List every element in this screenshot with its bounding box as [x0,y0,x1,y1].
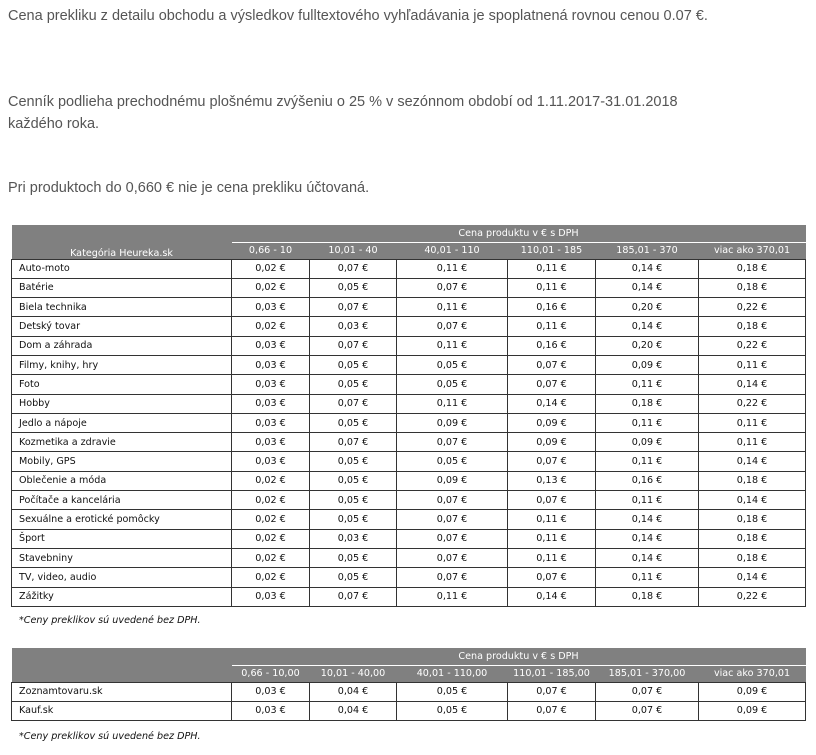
price-cell: 0,05 € [310,355,397,374]
price-cell: 0,02 € [232,568,310,587]
price-cell: 0,05 € [397,701,508,720]
price-cell: 0,07 € [397,568,508,587]
price-range-header: 185,01 - 370 [596,242,699,259]
table-row [12,452,806,471]
price-cell: 0,20 € [596,298,699,317]
price-cell: 0,20 € [596,336,699,355]
price-cell: 0,07 € [397,510,508,529]
price-cell: 0,07 € [310,298,397,317]
price-cell: 0,14 € [596,529,699,548]
table-row [12,529,806,548]
heureka-category-price-table [11,225,806,607]
price-cell: 0,22 € [699,587,806,606]
row-label: Oblečenie a móda [12,471,232,490]
price-cell: 0,03 € [232,375,310,394]
table-row [12,587,806,606]
price-cell: 0,07 € [397,491,508,510]
site-column-header [12,648,232,682]
price-cell: 0,14 € [596,548,699,567]
price-cell: 0,14 € [596,510,699,529]
price-cell: 0,11 € [397,298,508,317]
price-cell: 0,05 € [310,471,397,490]
price-cell: 0,07 € [508,355,596,374]
price-cell: 0,04 € [310,701,397,720]
price-cell: 0,16 € [508,336,596,355]
intro-paragraph-click-price: Cena prekliku z detailu obchodu a výsledkov fulltextového vyhľadávania je spoplatnená rovnou cenou 0.07 €. [8,8,708,24]
row-label: Foto [12,375,232,394]
price-group-header: Cena produktu v € s DPH [232,225,806,242]
price-cell: 0,02 € [232,471,310,490]
price-cell: 0,03 € [232,355,310,374]
row-label: Dom a záhrada [12,336,232,355]
price-cell: 0,03 € [310,529,397,548]
row-label: Stavebniny [12,548,232,567]
price-cell: 0,16 € [596,471,699,490]
price-cell: 0,18 € [596,587,699,606]
row-label: TV, video, audio [12,568,232,587]
price-cell: 0,09 € [508,413,596,432]
price-cell: 0,07 € [397,317,508,336]
table-row [12,278,806,297]
price-cell: 0,03 € [232,394,310,413]
price-cell: 0,14 € [508,587,596,606]
price-cell: 0,18 € [699,259,806,278]
price-cell: 0,14 € [699,491,806,510]
price-cell: 0,18 € [699,548,806,567]
price-cell: 0,11 € [397,587,508,606]
price-cell: 0,14 € [596,259,699,278]
intro-paragraph-free-threshold: Pri produktoch do 0,660 € nie je cena prekliku účtovaná. [8,180,370,196]
price-cell: 0,22 € [699,394,806,413]
row-label: Kozmetika a zdravie [12,433,232,452]
price-cell: 0,02 € [232,317,310,336]
price-range-header: 40,01 - 110 [397,242,508,259]
table-row [12,701,806,720]
price-cell: 0,07 € [508,375,596,394]
row-label: Zážitky [12,587,232,606]
row-label: Kauf.sk [12,701,232,720]
table-row [12,317,806,336]
price-cell: 0,14 € [508,394,596,413]
price-range-header: viac ako 370,01 [699,665,806,682]
table-header-row [12,225,806,242]
price-cell: 0,02 € [232,491,310,510]
price-cell: 0,03 € [232,413,310,432]
price-range-header: 10,01 - 40 [310,242,397,259]
price-cell: 0,18 € [699,317,806,336]
price-cell: 0,18 € [699,529,806,548]
table-row [12,682,806,701]
table-row [12,394,806,413]
partner-site-price-table [11,648,806,721]
row-label: Batérie [12,278,232,297]
price-cell: 0,09 € [397,413,508,432]
price-cell: 0,03 € [232,701,310,720]
price-cell: 0,11 € [508,510,596,529]
price-cell: 0,14 € [699,568,806,587]
price-cell: 0,05 € [397,452,508,471]
price-cell: 0,07 € [508,682,596,701]
table-row [12,298,806,317]
table-row [12,355,806,374]
category-column-header: Kategória Heureka.sk [12,225,232,259]
price-range-header: 10,01 - 40,00 [310,665,397,682]
price-cell: 0,11 € [699,355,806,374]
price-cell: 0,11 € [596,413,699,432]
price-cell: 0,05 € [310,375,397,394]
price-cell: 0,03 € [232,682,310,701]
price-range-header: 40,01 - 110,00 [397,665,508,682]
price-cell: 0,05 € [310,568,397,587]
price-cell: 0,05 € [310,413,397,432]
intro-paragraph-seasonal-increase: Cenník podlieha prechodnému plošnému zvýšeniu o 25 % v sezónnom období od 1.11.2017-31.01.2018 každého roka. [8,94,678,132]
table-row [12,471,806,490]
row-label: Filmy, knihy, hry [12,355,232,374]
row-label: Hobby [12,394,232,413]
price-cell: 0,11 € [699,433,806,452]
row-label: Jedlo a nápoje [12,413,232,432]
price-cell: 0,02 € [232,278,310,297]
table-row [12,548,806,567]
price-range-header: 0,66 - 10,00 [232,665,310,682]
price-cell: 0,14 € [699,452,806,471]
table-row [12,510,806,529]
price-cell: 0,03 € [232,433,310,452]
price-cell: 0,11 € [596,452,699,471]
price-cell: 0,09 € [699,682,806,701]
price-cell: 0,05 € [310,491,397,510]
price-cell: 0,11 € [596,568,699,587]
price-range-header: 110,01 - 185 [508,242,596,259]
row-label: Mobily, GPS [12,452,232,471]
price-range-header: viac ako 370,01 [699,242,806,259]
price-cell: 0,03 € [310,317,397,336]
price-cell: 0,07 € [596,701,699,720]
table-row [12,433,806,452]
price-cell: 0,18 € [699,278,806,297]
price-cell: 0,07 € [310,433,397,452]
price-cell: 0,02 € [232,529,310,548]
price-cell: 0,05 € [310,510,397,529]
table-header-row [12,648,806,665]
price-cell: 0,07 € [310,394,397,413]
price-group-header: Cena produktu v € s DPH [232,648,806,665]
price-cell: 0,05 € [397,375,508,394]
price-cell: 0,05 € [310,278,397,297]
price-cell: 0,22 € [699,336,806,355]
table-row [12,336,806,355]
table-row [12,375,806,394]
price-cell: 0,03 € [232,336,310,355]
row-label: Biela technika [12,298,232,317]
row-label: Auto-moto [12,259,232,278]
price-cell: 0,03 € [232,452,310,471]
price-cell: 0,11 € [397,394,508,413]
price-cell: 0,07 € [508,701,596,720]
table-row [12,413,806,432]
price-cell: 0,07 € [508,491,596,510]
price-cell: 0,07 € [310,336,397,355]
table-row [12,259,806,278]
price-range-header: 0,66 - 10 [232,242,310,259]
price-range-header: 185,01 - 370,00 [596,665,699,682]
price-cell: 0,09 € [596,355,699,374]
price-cell: 0,07 € [596,682,699,701]
row-label: Šport [12,529,232,548]
price-cell: 0,03 € [232,298,310,317]
price-cell: 0,02 € [232,548,310,567]
price-cell: 0,07 € [397,278,508,297]
price-footnote: *Ceny preklikov sú uvedené bez DPH. [19,731,201,742]
price-cell: 0,14 € [596,278,699,297]
price-cell: 0,11 € [397,336,508,355]
price-cell: 0,02 € [232,510,310,529]
price-cell: 0,07 € [310,587,397,606]
table-row [12,491,806,510]
price-cell: 0,18 € [699,510,806,529]
price-cell: 0,05 € [397,355,508,374]
price-cell: 0,14 € [596,317,699,336]
price-cell: 0,07 € [508,568,596,587]
price-cell: 0,11 € [596,375,699,394]
price-cell: 0,11 € [508,529,596,548]
price-cell: 0,09 € [699,701,806,720]
price-cell: 0,11 € [508,259,596,278]
price-footnote: *Ceny preklikov sú uvedené bez DPH. [19,615,201,626]
price-cell: 0,18 € [699,471,806,490]
price-cell: 0,18 € [596,394,699,413]
price-cell: 0,09 € [397,471,508,490]
price-cell: 0,04 € [310,682,397,701]
price-cell: 0,09 € [596,433,699,452]
price-cell: 0,22 € [699,298,806,317]
row-label: Počítače a kancelária [12,491,232,510]
price-cell: 0,11 € [699,413,806,432]
table-row [12,568,806,587]
price-cell: 0,11 € [397,259,508,278]
price-cell: 0,11 € [508,548,596,567]
price-cell: 0,13 € [508,471,596,490]
price-cell: 0,05 € [310,548,397,567]
price-cell: 0,14 € [699,375,806,394]
price-range-header: 110,01 - 185,00 [508,665,596,682]
price-cell: 0,07 € [508,452,596,471]
price-cell: 0,07 € [310,259,397,278]
price-cell: 0,03 € [232,587,310,606]
price-cell: 0,05 € [310,452,397,471]
row-label: Detský tovar [12,317,232,336]
price-cell: 0,07 € [397,548,508,567]
price-cell: 0,11 € [596,491,699,510]
price-cell: 0,07 € [397,433,508,452]
row-label: Sexuálne a erotické pomôcky [12,510,232,529]
price-cell: 0,09 € [508,433,596,452]
price-cell: 0,16 € [508,298,596,317]
price-cell: 0,05 € [397,682,508,701]
price-cell: 0,07 € [397,529,508,548]
price-cell: 0,11 € [508,278,596,297]
price-cell: 0,02 € [232,259,310,278]
price-cell: 0,11 € [508,317,596,336]
row-label: Zoznamtovaru.sk [12,682,232,701]
